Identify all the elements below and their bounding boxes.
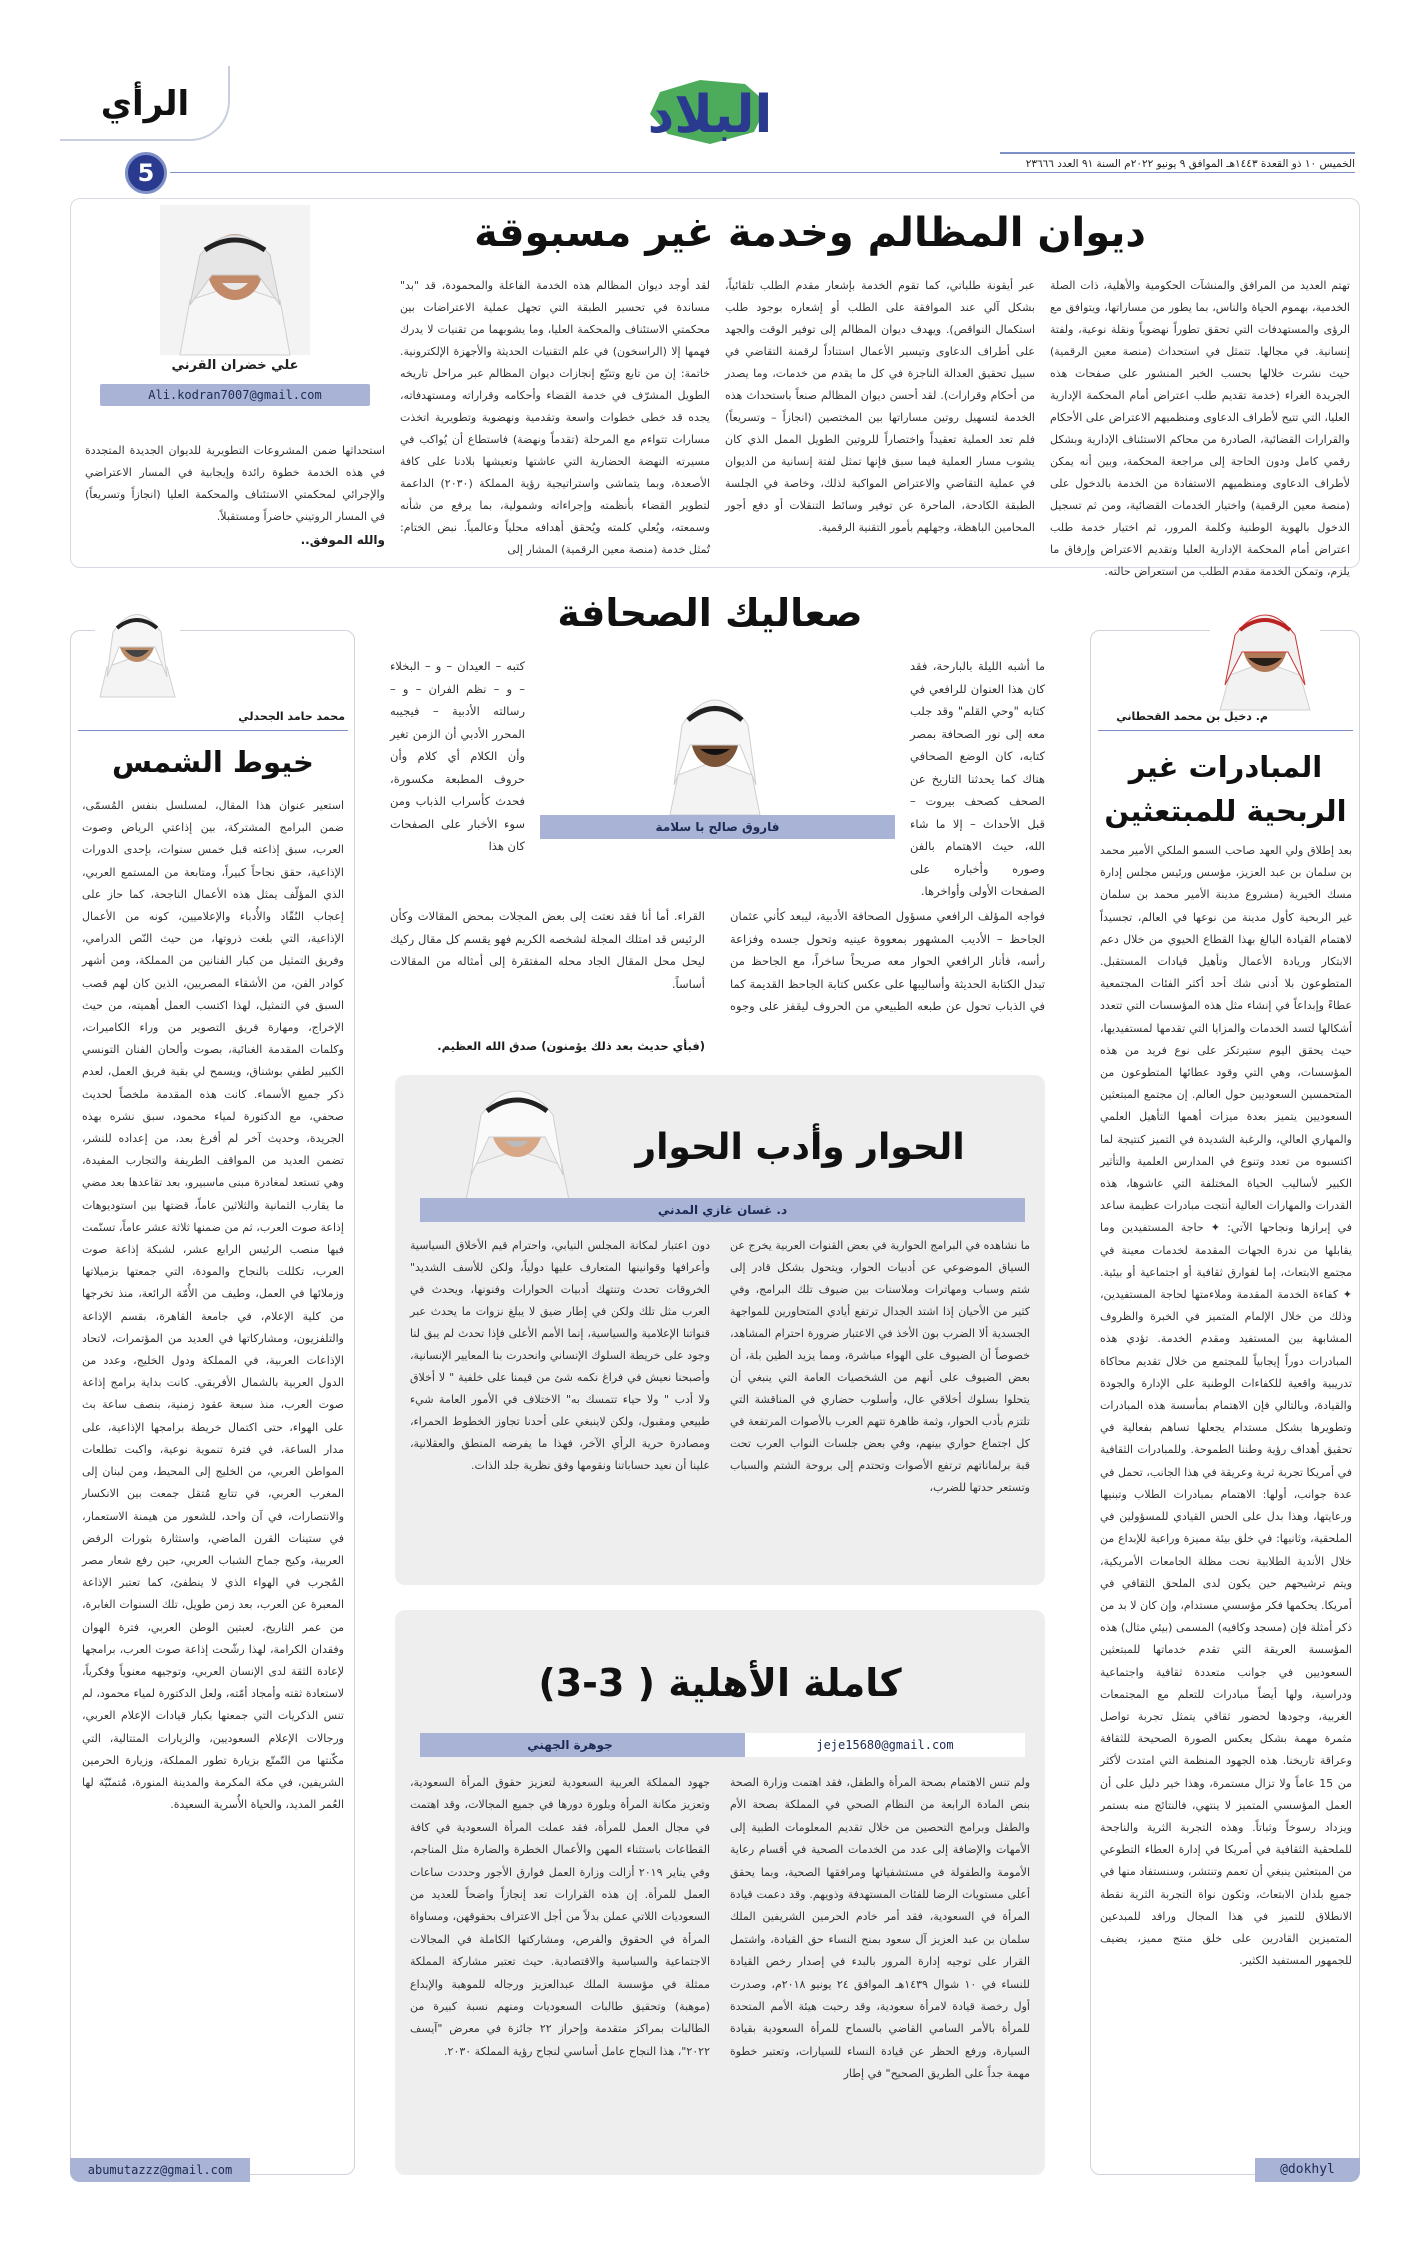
article2-body: فواجه المؤلف الرافعي مسؤول الصحافة الأدبية، ليبعد كأني عثمان الجاحظ – الأديب المشهور بمعووة عينيه وتحول جسده وفزاعة رأسه، فأنار الرافعي الحوار معه صريحاً ساخراً، مع الجاحظ من تبدل الكتابة الحديثة وأساليبها على عكس كتابة الجاحظ القديمة كما في الذباب تحول عن طبعه الطبيعي من الحروف ليقفز على وجوه القراء. أما أنا فقد نعتت إلى بعض المجلات بمحض المقالات وكأن الرئيس قد امتلك المجلة لشخصه الكريم فهو يقسم كل مقال ركيك ليحل محل المقال الجاد محله المفتقرة إلى أمثاله من المقالات أساساً.: [390, 909, 1045, 1013]
article1-closing: والله الموفق..: [300, 533, 385, 547]
article1-col1: تهتم العديد من المرافق والمنشآت الحكومية والأهلية، ذات الصلة الخدمية، بهموم الحياة والناس، بما يطور من مساراتها، ويتوافق مع الرؤى والمستهدفات التي تحقق تطوراً نهضوياً ونقلة نوعية، ولفتة إنسانية. في مجالها. تتمثل في استحداث (منصة معين الرقمية) حيث نشرت خلالها بحسب الخبر المنشور على صفحات هذه الجريدة الغراء (خدمة تقديم طلب اعتراض أمام المحكمة الإدارية العليا، التي تتيح لأطراف الدعاوى ومنظميهم الاعتراض على الأحكام والقرارات القضائية، الصادرة من محاكم الاستئناف الإدارية وبشكل رقمي كامل ودون الحاجة إلى مراجعة المحكمة، وبين أنه يمكن لأطراف الدعاوى ومنظميهم الاستفادة من الخدمة بالدخول على (منصة معين الرقمية) واختيار الخدمات القضائية، ومن ثم تسجيل الدخول بالهوية الوطنية وكلمة المرور، ثم اختيار خدمة طلب اعتراض أمام المحكمة الإدارية العليا وتقديم الاعتراض وإرفاق ما يلزم، وتمكن الخدمة مقدم الطلب من استعراض حالته.: [1050, 279, 1350, 578]
article1-col3: لقد أوجد ديوان المظالم هذه الخدمة الفاعلة والمحمودة، قد "بد" مساندة في تحسير الطبقة التي تجهل عملية الاعتراضات بين محكمتي الاستئناف والمحكمة العليا، وما يشوبهما من تقنيات لا يدرك فهمها إلا (الراسخون) في علم التقنيات الحديثة والأجهزة الإلكترونية. خاتمة: إن من تابع وتتبّع إنجازات ديوان المظالم عبر مراحل تاريخه الطويل المشرّف في خدمة القضاء وأحكامه وقراراته ومستهدفاته، يجده قد خطى خطوات واسعة وتقدمية ونهضوية وتطويرية اتخذت مسارات تتواءم مع المرحلة (تقدماً ونهضة) فاستطاع أن يُواكب في مسيرته النهضة الحضارية التي عاشتها وتعيشها بلادنا على كافة الأصعدة، وبما يتماشى واستراتيجية رؤية المملكة (٢٠٣٠) الداعمة لتطوير القضاء بأنظمته وإجراءاته وشمولية، بما يرفع من شأنه وسمعته، ويُعلي كلمته ويُحقق أهدافه محلياً وعالمياً. نبض الختام: تُمثل خدمة (منصة معين الرقمية) المشار إلى: [400, 279, 710, 556]
article1-col2: عبر أيقونة طلباتي، كما تقوم الخدمة بإشعار مقدم الطلب تلقائياً، بشكل آلي عند الموافقة على الطلب أو إشعاره بوجود طلب استكمال النواقص). ويهدف ديوان المظالم إلى توفير الوقت والجهد على أطراف الدعاوى وتيسير الأعمال استناداً لرقمنة التقاضي في سبيل تحقيق العدالة الناجزة في كل ما يقدم من خدمات، وما يصدر من أحكام وقرارات). لقد أحسن ديوان المظالم صنعاً باستحداث هذه الخدمة لتسهيل روتين مساراتها بين المختصين (انجازاً – وتسريعاً) فلم تعد العملية تعقيداً واختصاراً للروتين الطويل الممل الذي كان يشوب مسار العملية فيما سبق فإنها تمثل لفتة إنسانية من الديوان في عملية التقاضي والاعتراض المواكبة لذلك، وخاصة في الجلسة الطبقة الكادحة، الماحرة عن توفير وسائط التنقلات أو دفع أجور المحامين الباهظة، وجهلهم بأمور التقنية الرقمية.: [725, 279, 1035, 534]
article1-title: ديوان المظالم وخدمة غير مسبوقة: [474, 210, 1146, 256]
article4-author-photo: [95, 592, 180, 697]
article5-author-bar: [420, 1198, 1025, 1222]
article4-author: محمد حامد الجحدلي: [238, 710, 345, 723]
logo-text: البلاد: [647, 85, 773, 145]
dateline: الخميس ١٠ ذو القعدة ١٤٤٣هـ الموافق ٩ يونيو ٢٠٢٢م السنة ٩١ العدد ٢٣٦٦٦: [1025, 158, 1355, 170]
article5-col1: ما نشاهده في البرامج الحوارية في بعض القنوات العربية يخرج عن السياق الموضوعي عن أدبيات الحوار، ويتحول بشكل قادر إلى شتم وسباب ومهاترات وملاسنات بين ضيوف تلك البرامج، وفي كثير من الأحيان إذا اشتد الجدال ترتفع أيادي المتحاورين للمواجهة الجسدية ألا الضرب بون الأخذ في الاعتبار ضرورة احترام المشاهد، خصوصاً أن الضيوف على الهواء مباشرة، ومما يزيد الطين بلة، أن بعض الضيوف على أنهم من الشخصيات العامة التي ينبغي أن يتحلوا بسلوك أخلاقي عال، وأسلوب حضاري في المناقشة التي تلتزم بأدب الحوار، وثمة ظاهرة تتهم العرب بالأصوات المرتفعة في كل اجتماع حواري بينهم، وفي بعض جلسات النواب العرب تحت قبة برلماناتهم ترتفع الأصوات وتحتدم إلى بروحة الشتم والسباب وتستعر حدتها للضرب،: [730, 1239, 1030, 1494]
article2-title: صعاليك الصحافة: [557, 591, 863, 635]
article4-body: استعير عنوان هذا المقال، لمسلسل بنفس المُسمّى، ضمن البرامج المشتركة، بين إذاعتي الرياض وصوت العرب، سبق إذاعته قبل خمس سنوات، بإحدى الدورات الإذاعية، حقق نجاحاً كبيراً، ومتابعة من المستمع العربي، الذي المؤلّف يمثل هذه الأعمال الناجحة، كما حاز على إعجاب النُقّاد والأُدباء والإعلاميين، كونه من الأعمال الإذاعية، التي بلغت ذروتها، من حيث النّص الدرامي، وفريق التمثيل من كبار الفنانين من المملكة، ومن أشهر كوادر الفن، من الأشقاء المصريين، الذين كان لهم قصب السبق في التمثيل، لهذا اكتسب العمل أهميته، من حيث الإخراج، ومهارة فريق التصوير من وراء الكاميرات، وكلمات المقدمة الغنائية، بصوت وألحان الفنان التونسي الكبير لطفي بوشناق، ويسمح لي بقية فريق العمل، لعدم ذكر جميع الأسماء. كانت هذه المقدمة ملخصاً لحديث صحفي، مع الدكتورة لمياء محمود، سبق نشره بهذه الجريدة، وحديث آخر لم أفرغ بعد، من إعداده للنشر، تضمن العديد من المواقف الطريفة والتجارب المفيدة، وهي تستعد لمغادرة مبنى ماسبيرو، بعد تقاعدها بعد مضي ما يقارب الثمانية والثلاثين عاماً، قضتها بين استوديوهات إذاعة صوت العرب، ثم من ضمنها ثلاثة عشر عاماً، تسنّمت فيها منصب الرئيس الرابع عشر، لشبكة إذاعة صوت العرب، تكللت بالنجاح والمودة، التي جمعتها بزميلاتها وزملائها في العمل، وطيف من الأُمّة الرائعة، منذ تخرجها من كلية الإعلام، في جامعة القاهرة، بقسم الإذاعة والتلفزيون، ومشاركاتها في العديد من المؤتمرات، لاتحاد الإذاعات العربية، في المملكة ودول الخليج، وعدد من الدول العربية بالشمال الأفريقي. كانت بداية برامج إذاعة صوت العرب، منذ سبعة عقود زمنية، بنصف ساعة بث على الهواء، حتى اكتمال خريطة برامجها الإذاعية، على مدار الساعة، في فترة تنموية نوعية، واكبت تطلعات المواطن العربي، من الخليج إلى المحيط، ومن لبنان إلى المغرب العربي، في تتابع مُتقل جمعت بين الانكسار والانتصارات، في آن واحد، للشعور من هيمنة الاستعمار، في ستينات القرن الماضي، واستثارة بثورات الرفض العربية، وكيح جماح الشباب العربي، حين رفع شعار مصر المُجرب في الهواء الذي لا ينطفئ، كما تعتبر الإذاعة المعبرة عن العرب، بعد زمن طويل، تلك السنوات الغابرة، من عمر التاريخ، لعبتين الوطن العربي، فترة الهوان وفقدان الكرامة، لهذا رشّحت إذاعة صوت العرب، برامجها لإعادة الثقة لدى الإنسان العربي، وتوجيهه معنوياً وفكرياً، لاستعادة ثقته وأمجاد أمّته، ولعل الدكتورة لمياء محمود، لم تنس الذكريات التي جمعتها بكبار قيادات الإعلام العربي، ورجالات الإعلام السعوديين، والزيارات المتتالية، التي مكّنتها من التّمتّع بزيارة تطور المملكة، وزيارة الحرمين الشريفين، في مكة المكرمة والمدينة المنورة، مُتمنّيّة لها العُمر المديد، والحياة الأُسرية السعيدة.: [82, 799, 344, 1812]
newspaper-logo[interactable]: [630, 74, 790, 154]
article6-title: كاملة الأهلية ( 3-3): [538, 1661, 902, 1705]
article3-body: بعد إطلاق ولي العهد صاحب السمو الملكي الأمير محمد بن سلمان بن عبد العزيز، مؤسس ورئيس مجلس إدارة مسك الخيرية (مشروع مدينة الأمير محمد بن سلمان غير الربحية كأول مدينة من نوعها في العالم، تجسيداً لاهتمام القيادة البالغ بهذا القطاع الحيوي من خلال دعم الابتكار وريادة الأعمال وتأهيل قيادات المستقبل. المتطوعون بلا أدنى شك أحد أكثر الفئات المجتمعية عطاءً وإبداعاً في إنشاء مثل هذه المؤسسات التي تتعدد أشكالها لتسد الخدمات والمزايا التي تقدمها لمستفيديها، حيث يحقق اليوم ستيرتكز على نوع فريد من هذه المؤسسات، وهي التي وقود عطائها المتطوعون من المتحمسين السعوديين حول العالم. إن مجتمع المبتعثين السعوديين يتميز بعدة ميزات أهمها التأهيل العلمي والمهاري العالي، والرغبة الشديدة في التميز كنتيجة لما اكتسبوه من تعدد وتنوع في المدارس العلمية والتأثير الكبير لأساليب الحياة المختلفة التي عاشوها، هذه القدرات والمهارات العالية أنتجت مبادرات عظيمة ساعد في إبرازها ونجاحها الآتي: ✦ حاجة المستفيدين وما يقابلها من ندرة الجهات المقدمة لخدمات معينة في مجتمع الابتعاث، إما لفوارق ثقافية أو اجتماعية أو بيئية. ✦ كفاءة الخدمة المقدمة وملاءمتها لحاجة المستفيدين، وذلك من خلال الإلمام المتميز في الخبرة والظروف المشابهة بين المستفيد ومقدم الخدمة. تؤدي هذه المبادرات دوراً إيجابياً للمجتمع من خلال تقديم محاكاة تدريبية واقعية للكفاءات الوطنية على الإدارة والجودة والقيادة، وبالتالي فإن الاهتمام بمأسسة هذه المبادرات وتطويرها بشكل مستدام يجعلها تساهم بفعالية في تحقيق أهداف رؤية وطننا الطموحة. وللمبادرات الثقافية في أمريكا تجربة ثرية وعريقة في هذا الجانب، تحمل في عدة جوانب، أولها: الاهتمام بمبادرات الطلاب وتبنيها ورعايتها، وهذا بدل على الحس القيادي للمسؤولين في الملحقية، وثانيها: في خلق بيئة مميزة وراعية للإبداع من خلال الأندية الطلابية نحت مظلة الجامعات الأمريكية، ويتم ترشيحهم حين يكون لدى الملحق الثقافي في أمريكا. يحكمها فكر مؤسسي مستدام، وإن كان لا بد من ذكر أمثلة فإن (مسجد وكافيه) المسمى (بيئي مثال) هذه المؤسسة العريقة التي تقدم خدماتها للمبتعثين السعوديين في جوانب متعددة ثقافية واجتماعية ودراسية، ولها أيضاً مبادرات للتعلم مع المجتمعات الغربية، وجودها لحضور ثقافي يتمثل تجربة تواصل مثمرة مهمة بشكل يعكس الصورة الصحيحة للثقافة وعراقة تاريخنا. هذه الجهود المنظمة التي امتدت لأكثر من 15 عاماً ولا تزال مستمرة، وهذا خير دليل على أن العمل المؤسسي المتميز لا ينتهي، فالنتائج منه بستمر ويزداد رسوخاً وثباتاً. وهذه التجربة الثرية والناجحة للملحقية الثقافية في أمريكا في إدارة العطاء التطوعي من المبتعثين ينبغي أن تعمم وتنتشر، وسنستفاد منها في جميع بلدان الابتعاث، وتكون نواة التجربة الثرية نقطة الانطلاق للتميز في هذا المجال ورافد للمبدعين المتميزين القادرين على خلق منتج مميز، يضيف للجمهور المستفيد الكثير.: [1100, 844, 1353, 1968]
dateline-bar: [1000, 152, 1355, 172]
article6-col2: جهود المملكة العربية السعودية لتعزيز حقوق المرأة السعودية، وتعزيز مكانة المرأة وبلورة دورها في جميع المجالات، وقد اهتمت في مجال العمل للمرأة، فقد عملت المرأة السعودية في كافة القطاعات باستثناء المهن والأعمال الخطرة والضارة مثل المناجم، وفي يناير ٢٠١٩ أزالت وزارة العمل فوارق الأجور وحددت ساعات العمل للمرأة. إن هذه القرارات تعد إنجازاً واضحاً للعديد من السعوديات اللاتي عملن بدلاً من أجل الاعتراف بحقوقهن، ومساواة المرأة في الحقوق والفرص، ومشاركتها الكاملة في المجالات الاجتماعية والسياسية والاقتصادية. حيث تعتبر مشاركة المملكة ممثلة في مؤسسة الملك عبدالعزيز ورجاله للموهبة والإبداع (موهبة) وتحقيق طالبات السعوديات ومنهم نسبة كبيرة من الطالبات بمراكز متقدمة وإحراز ٢٢ جائزة في معرض "آيسف ٢٠٢٢"، هذا النجاح عامل أساسي لنجاح رؤية المملكة ٢٠٣٠.: [410, 1776, 710, 2058]
article1-col4: استحداثها ضمن المشروعات التطويرية للديوان الجديدة المتجددة في هذه الخدمة خطوة رائدة وإيجابية في المسار الاعتراضي والإجرائي لمحكمتي الاستئناف والمحكمة العليا (انجازاً وتسريعاً) في المسار الروتيني حاضراً ومستقبلاً.: [85, 444, 385, 523]
article1-author: علي خضران القرني: [171, 358, 299, 373]
article3-author-photo: [1210, 590, 1320, 710]
article1-email-box[interactable]: [100, 384, 370, 406]
article5-title: الحوار وأدب الحوار: [635, 1127, 965, 1168]
article1-email[interactable]: Ali.kodran7007@gmail.com: [148, 388, 322, 402]
article6-author-bar: [420, 1733, 1025, 1757]
article6-col1: ولم تنس الاهتمام بصحة المرأة والطفل، فقد اهتمت وزارة الصحة بنص المادة الرابعة من النظام الصحي في المملكة بصحة الأم والطفل وبرامج التحصين من خلال تقديم المعلومات الطبية إلى الأمهات والإضافة إلى عدد من الخدمات الصحية في أقسام رعاية الأمومة والطفولة في مستشفياتها ومرافقها الصحية، وبما يحقق أعلى مستويات الرضا للفئات المستهدفة وذويهم. وقد دعمت قيادة المرأة في السعودية، فقد أمر خادم الحرمين الشريفين الملك سلمان بن عبد العزيز آل سعود بمنح النساء حق القيادة، واشتمل القرار على توجيه إدارة المرور بالبدء في إصدار رخص القيادة للنساء في ١٠ شوال ١٤٣٩هـ الموافق ٢٤ يونيو ٢٠١٨م، وصدرت أول رخصة قيادة لامرأة سعودية، وقد رحبت هيئة الأمم المتحدة للمرأة بالأمر السامي القاضي بالسماح للمرأة السعودية بقيادة السيارة، ورفع الحظر عن قيادة النساء للسيارات، وتعتبر خطوة مهمة جداً على الطريق الصحيح" في إطار: [730, 1776, 1030, 2081]
article3-author: م. دخيل بن محمد القحطاني: [1116, 710, 1268, 723]
article3-handle[interactable]: @dokhyl: [1280, 2162, 1335, 2177]
article2-author-photo: [660, 665, 770, 815]
article5-author-photo: [455, 1055, 580, 1205]
section-title: الرأي: [100, 84, 190, 124]
page-number: 5: [137, 159, 155, 187]
article2-col-right: ما أشبه الليلة بالبارحة، فقد كان هذا العنوان للرافعي في كتابه "وحي القلم" وقد جلب معه إلى نور الصحافة بمصر كتابه، كان الوضع الصحافي هناك كما يحدثنا التاريخ عن الصحف كصحف بيروت – قبل الأحداث – إلا ما شاء الله، حيث الاهتمام بالفن وصوره وأخباره على الصفحات الأولى وأواخرها.: [910, 659, 1045, 898]
article6-author: جوهرة الجهني: [527, 1738, 613, 1752]
article4-email-bar[interactable]: [70, 2158, 250, 2182]
article5-col2: دون اعتبار لمكانة المجلس النيابي، واحترام قيم الأخلاق السياسية وأعرافها وقوانينها المتعارف عليها دولياً، ولكن للأسف الشديد" الخروقات تحدث وتنتهك أدبيات الحوارات وفنونها، ويحدث في العرب مثل تلك ولكن في إطار ضيق لا يبلغ نزوات ما يحدث عبر قنواتنا الإعلامية والسياسية، إنما الأمم الأعلى فإذا تحدث لم يبق لنا وجود على خريطة السلوك الإنساني وانحدرت بنا المعايير الإنسانية، وأصبحنا نعيش في فراغ نكمه شئ من قيمنا على خلفية " لا أخلاق ولا أدب " ولا حياء تتمسك به" الاختلاف في الأمور العامة شيء طبيعي ومقبول، ولكن لاينبغي على أحدنا تجاوز الخطوط الحمراء، ومصادرة حرية الرأي الآخر، فهذا ما يفرضه المنطق والعقلانية، علينا أن نعيد حساباتنا ونقومها وفق نظرية جلد الذات.: [410, 1239, 710, 1472]
article4-title: خيوط الشمس: [112, 745, 314, 779]
section-decor: [60, 66, 230, 141]
article5-author: د. غسان غازي المدني: [657, 1203, 788, 1217]
article2-closing: (فبأي حديث بعد ذلك يؤمنون) صدق الله العظيم.: [437, 1039, 705, 1053]
article3-handle-bar[interactable]: [1255, 2158, 1360, 2182]
masthead: [0, 0, 1420, 200]
article1-author-photo: [160, 205, 310, 355]
page-number-badge: [125, 152, 167, 194]
article6-email[interactable]: jeje15680@gmail.com: [745, 1733, 1025, 1757]
article3-title: المبادرات غير الربحية للمبتعثين: [1104, 750, 1347, 828]
article2-author: فاروق صالح با سلامة: [655, 820, 780, 834]
article2-author-bar: [540, 815, 895, 839]
article2-col-left: كتبه – العيدان – و – البخلاء – و – نظم الفران – و – رسالته الأدبية – فيجيبه المحرر الأدبي أن الزمن تغير وأن الكلام أي كلام وأن حروف المطبعة مكسورة، فحدث كأسراب الذباب ومن سوء الأخبار على الصفحات كان هذا: [390, 659, 525, 853]
article4-email[interactable]: abumutazzz@gmail.com: [87, 2163, 233, 2177]
